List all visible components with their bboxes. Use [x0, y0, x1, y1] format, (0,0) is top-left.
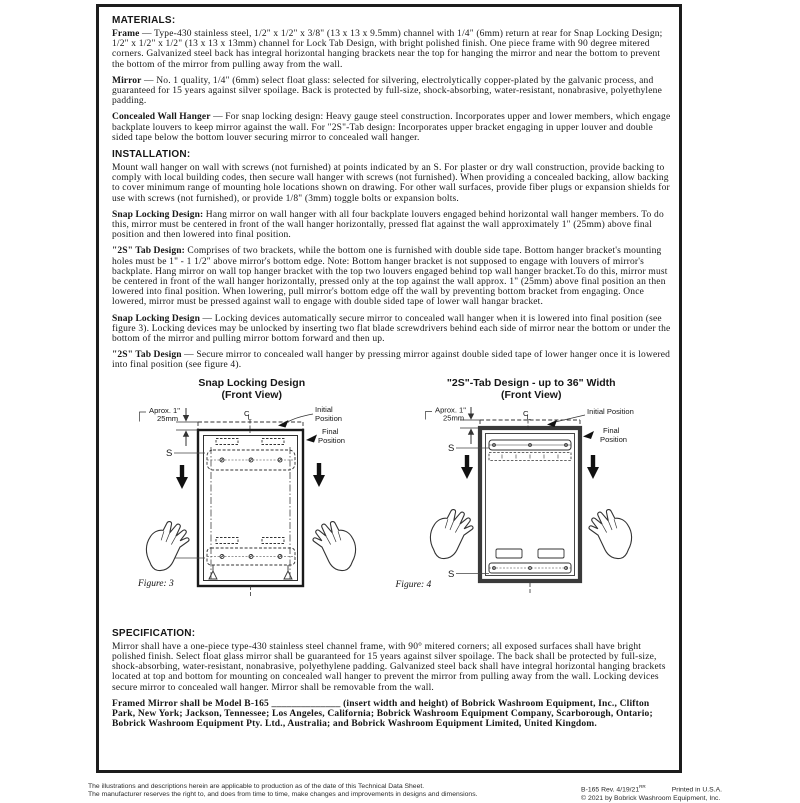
figure-4-diagram	[390, 403, 673, 621]
final-leader-arrow	[306, 434, 317, 442]
footer-right	[581, 783, 722, 803]
svg-text:Position: Position	[315, 413, 343, 423]
footer-revision-sup: RR	[639, 784, 646, 789]
frame-text: — Type-430 stainless steel, 1/2" x 1/2" x 3/8" (13 x 13 x 9.5mm) channel with 1/4" (6mm) return at rear for Snap Locking Design; 1/2" x 1/2" x 1/2" (13 x 13 x 13mm) channel for Lock Tab Design, with bright polished finish. One piece frame with 90 degree mitered corners. Galvanized steel back has integral horizontal hanging brackets near the top for hanging the mirror and near the bottom to prevent the bottom of the mirror from pulling away from the wall.	[112, 29, 663, 70]
footer-copyright: © 2021 by Bobrick Washroom Equipment, Inc.	[581, 794, 721, 802]
mirror-term: Mirror	[112, 75, 142, 86]
dim-label: Aprox. 1"	[434, 405, 466, 415]
initial-position-label: Initial Position	[586, 406, 634, 416]
specification-paragraph: Mirror shall have a one-piece type-430 stainless steel channel frame, with 90° mitered corners; all exposed surfaces shall have bright polished finish. Select float glass mirror shall be guaranteed for 15 years against silver spoilage. The back shall be protected by full-size, shock-absorbing, water-resistant, nonabrasive, polyethylene padding. Galvanized steel back shall have integral horizontal hanging brackets located at top and bottom for mounting on concealed wall hanger to prevent the mirror from pulling away from the wall. Locking devices secure mirror to concealed wall hanger. Mirror shall be removable from the wall.	[112, 641, 666, 693]
materials-frame-paragraph	[112, 29, 671, 70]
mirror-frame	[198, 430, 303, 586]
figure-4-caption: Figure: 4	[395, 579, 432, 590]
svg-text:C: C	[244, 408, 250, 418]
final-position-label: Final	[322, 426, 339, 436]
installation-snaplock-lock-paragraph: Snap Locking Design — Locking devices automatically secure mirror to concealed wall hanger when it is lowered into final position (see figure 3). Locking devices may be unlocked by inserting two flat blade screwdrivers behind each side of mirror near the bottom or under the bottom of the mirror and pulling mirror bottom forward and then up.	[112, 313, 671, 345]
s-marker-bottom: S	[447, 568, 455, 580]
down-arrow-icon	[176, 465, 188, 489]
initial-position-outline	[198, 422, 303, 430]
mirror-frame	[480, 428, 580, 581]
figure-3-title: Snap Locking Design (Front View)	[198, 376, 306, 402]
hand-icon	[585, 504, 638, 565]
frame-term: Frame	[112, 29, 140, 39]
footer-revision: B-165 Rev. 4/19/21	[581, 786, 640, 794]
specification-heading: SPECIFICATION:	[112, 627, 196, 639]
initial-position-label: Initial	[315, 404, 333, 414]
specification-model-paragraph: Framed Mirror shall be Model B-165 ______________ (insert width and height) of Bobrick Washroom Equipment, Inc., Clifton Park, New York; Jackson, Tennessee; Los Angeles, California; Bobrick Washroom Equipment Company, Scarborough, Ontario; Bobrick Washroom Equipment Pty. Ltd., Australia; and Bobrick Washroom Equipment Limited, United Kingdom.	[112, 698, 653, 730]
materials-hanger-paragraph	[112, 112, 671, 143]
hanger-text: — For snap locking design: Heavy gauge steel construction. Incorporates upper and lower members, which engage backplate louvers to keep mirror against the wall. For "2S"-Tab design: Incorporates upper bracket engaging in upper louver and double sided tape below the bottom louver securing mirror to concealed wall hanger.	[112, 112, 671, 143]
document-border-box	[96, 4, 682, 773]
hand-icon	[309, 516, 362, 577]
dim-label-mm: 25mm	[442, 413, 464, 423]
mirror-text: — No. 1 quality, 1/4" (6mm) select float glass: selected for silvering, electrolytically copper-plated by the galvanic process, and guaranteed for 15 years against silver spoilage. Back is protected by full-size, shock-absorbing, water-resistant, nonabrasive, polyethylene padding.	[112, 75, 662, 107]
installation-snaplock-paragraph: Snap Locking Design: Hang mirror on wall hanger with all four backplate louvers engaged behind horizontal wall hanger members. To do this, mirror must be centered in front of the wall hanger horizontally, pressed flat against the wall approximately 1" (25mm) above final position and then lowered into final position.	[112, 209, 664, 241]
footer-disclaimer-line1: The illustrations and descriptions herein are applicable to production as of the date of this Technical Data Sheet.	[88, 783, 425, 790]
footer-printed: Printed in U.S.A.	[671, 786, 722, 794]
hanger-term: Concealed Wall Hanger	[112, 112, 211, 123]
hand-icon	[423, 504, 476, 565]
footer-disclaimer-line2: The manufacturer reserves the right to, and does from time to time, make changes and improvements in designs and dimensions.	[88, 791, 478, 799]
installation-2stab-secure-paragraph: "2S" Tab Design — Secure mirror to concealed wall hanger by pressing mirror against double sided tape of lower hanger once it is lowered into final position (see figure 4).	[112, 350, 671, 371]
installation-heading: INSTALLATION:	[112, 149, 191, 161]
svg-text:C: C	[522, 408, 529, 418]
dim-label: Aprox. 1"	[149, 405, 181, 415]
hand-icon	[140, 516, 193, 577]
materials-heading: MATERIALS:	[112, 15, 176, 26]
down-arrow-icon	[587, 455, 599, 479]
svg-text:Position: Position	[599, 434, 627, 444]
final-position-label: Final	[602, 425, 620, 435]
down-arrow-icon	[313, 463, 325, 487]
svg-text:Position: Position	[318, 435, 346, 445]
final-leader-arrow	[583, 431, 594, 439]
installation-mount-paragraph: Mount wall hanger on wall with screws (not furnished) at points indicated by an S. For plaster or dry wall construction, provide backing to comply with local building codes, then secure wall hanger with screws (not furnished). When providing a concealed backing, allow backing to cover minimum range of mounting hole locations shown on drawing. For other wall surfaces, provide fiber plugs or expansion shields for use with screws (not furnished), or provide 1/8" (3mm) toggle bolts or expansion bolts.	[112, 163, 670, 204]
initial-leader-arrow	[278, 420, 289, 428]
dim-label-mm: 25mm	[157, 413, 179, 423]
figures-row	[112, 377, 671, 623]
svg-text:L: L	[247, 412, 252, 422]
down-arrow-icon	[461, 455, 473, 479]
footer-left	[88, 783, 478, 803]
figure-4	[392, 377, 672, 623]
figure-3-caption: Figure: 3	[138, 578, 174, 589]
s-marker-top: S	[447, 442, 455, 454]
s-marker-top: S	[166, 447, 173, 459]
installation-2stab-paragraph: "2S" Tab Design: Comprises of two brackets, while the bottom one is furnished with double side tape. Bottom hanger bracket's mounting holes must be 1" - 1 1/2" above mirror's bottom edge. Note: Bottom hanger bracket is not supposed to engage with louvers of mirror's backplate. Hang mirror on wall top hanger bracket with the top two louvers engaged behind top wall hanger bracket.To do this, mirror must be centered in front of the wall hanger horizontally, pressed only at the top against the wall approx. 1" (25mm) above final position an then lowered into final position. When lowering, pull mirror's bottom edge off the wall by preventing bottom bracket from engaging. Once lowered, mirror must be pressed against wall to engage with double sided tape of lower wall hangar bracket.	[112, 246, 668, 308]
footer	[88, 783, 722, 803]
figure-4-title: "2S"-Tab Design - up to 36" Width (Front View)	[446, 376, 616, 402]
svg-text:L: L	[526, 412, 531, 422]
materials-mirror-paragraph	[112, 76, 671, 107]
figure-3	[112, 377, 392, 623]
